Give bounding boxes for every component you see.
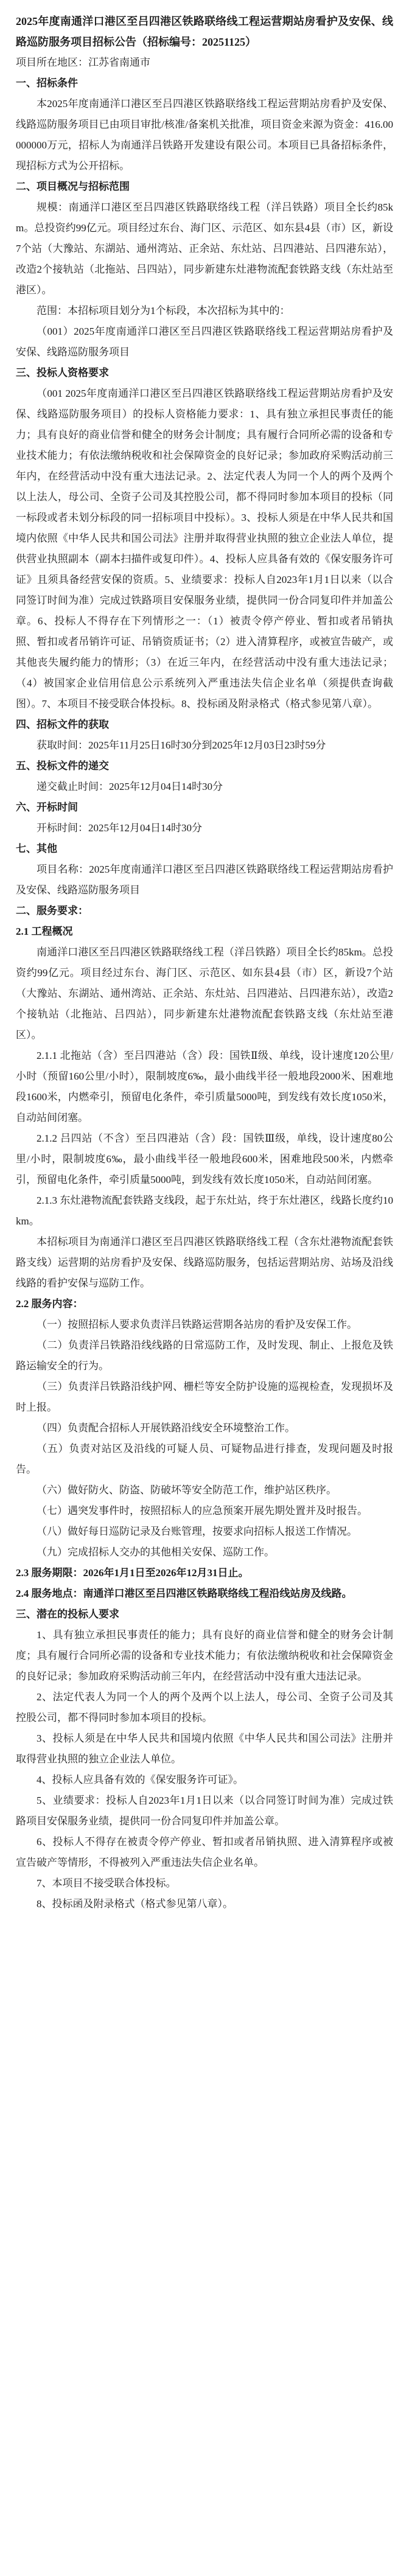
section-heading-qualifications: 三、投标人资格要求 xyxy=(16,367,109,379)
paragraph: 本招标项目为南通洋口港区至吕四港区铁路联络线工程（含东灶港物流配套铁路支线）运营期的站房看护及安保、线路巡防服务，包括运营期站房、站场及沿线线路的看护安保与巡防工作。 xyxy=(16,1236,393,1289)
section-heading-opening: 六、开标时间 xyxy=(16,801,78,813)
list-item: （六）做好防火、防盗、防破坏等安全防范工作，维护站区秩序。 xyxy=(37,1484,337,1496)
paragraph: 2.1.2 吕四站（不含）至吕四港站（含）段：国铁Ⅲ级，单线，设计速度80公里/小时，限制坡度6‰，最小曲线半径一般地段600米，困难地段500米，内燃牵引，预留电化条件，牵引质量5000吨，到发线有效长度1050米，自动站间闭塞。 xyxy=(16,1133,393,1185)
list-item: 3、投标人须是在中华人民共和国境内依照《中华人民共和国公司法》注册并取得营业执照的独立企业法人单位。 xyxy=(16,1733,393,1765)
announcement-title: 2025年度南通洋口港区至吕四港区铁路联络线工程运营期站房看护及安保、线路巡防服务项目招标公告（招标编号：20251125） xyxy=(16,15,393,48)
list-item: （四）负责配合招标人开展铁路沿线安全环境整治工作。 xyxy=(37,1422,295,1434)
list-item: 8、投标函及附录格式（格式参见第八章）。 xyxy=(37,1898,233,1910)
paragraph: 本2025年度南通洋口港区至吕四港区铁路联络线工程运营期站房看护及安保、线路巡防服务项目已由项目审批/核准/备案机关批准，项目资金来源为资金：416.00000000万元，招标人为南通洋吕铁路开发建设有限公司。本项目已具备招标条件，现招标方式为公开招标。 xyxy=(16,98,393,172)
list-item: （八）做好每日巡防记录及台账管理，按要求向招标人报送工作情况。 xyxy=(37,1526,357,1537)
list-item: 6、投标人不得存在被责令停产停业、暂扣或者吊销执照、进入清算程序或被宣告破产等情形，不得被列入严重违法失信企业名单。 xyxy=(16,1836,393,1868)
opening-time: 开标时间：2025年12月04日14时30分 xyxy=(37,822,202,834)
section-heading-overview: 二、项目概况与招标范围 xyxy=(16,181,130,192)
paragraph: 项目名称：2025年度南通洋口港区至吕四港区铁路联络线工程运营期站房看护及安保、线路巡防服务项目 xyxy=(16,864,393,896)
section-heading-document-acquisition: 四、招标文件的获取 xyxy=(16,719,109,730)
list-item: （二）负责洋吕铁路沿线线路的日常巡防工作，及时发现、制止、上报危及铁路运输安全的行为。 xyxy=(16,1339,393,1372)
list-item: （一）按照招标人要求负责洋吕铁路运营期各站房的看护及安保工作。 xyxy=(37,1319,357,1330)
list-item: 7、本项目不接受联合体投标。 xyxy=(37,1877,177,1889)
section-heading-other: 七、其他 xyxy=(16,843,57,854)
project-region: 项目所在地区：江苏省南通市 xyxy=(16,57,150,68)
subheading: 2.1 工程概况 xyxy=(16,926,73,937)
list-item: 5、业绩要求：投标人自2023年1月1日以来（以合同签订时间为准）完成过铁路项目安保服务业绩，提供同一份合同复印件并加盖公章。 xyxy=(16,1795,393,1827)
section-heading-conditions: 一、招标条件 xyxy=(16,77,78,89)
list-item: （三）负责洋吕铁路沿线护网、栅栏等安全防护设施的巡视检查，发现损坏及时上报。 xyxy=(16,1381,393,1413)
submission-deadline: 递交截止时间：2025年12月04日14时30分 xyxy=(37,781,223,792)
paragraph: （001 2025年度南通洋口港区至吕四港区铁路联络线工程运营期站房看护及安保、线路巡防服务项目）的投标人资格能力要求：1、具有独立承担民事责任的能力；具有良好的商业信誉和健全的财务会计制度；具有履行合同所必需的设备和专业技术能力；有依法缴纳税收和社会保障资金的良好记录；参加政府采购活动前三年内，在经营活动中没有重大违法记录。2、法定代表人为同一个人的两个及两个以上法人，母公司、全资子公司及其控股公司，都不得同时参加本项目的投标（同一标段或者未划分标段的同一招标项目中投标）。3、投标人须是在中华人民共和国境内依照《中华人民共和国公司法》注册并取得营业执照的独立企业法人单位，提供营业执照副本（副本扫描件或复印件）。4、投标人应具备有效的《保安服务许可证》且须具备经营安保的资质。5、业绩要求：投标人自2023年1月1日以来（以合同签订时间为准）完成过铁路项目安保服务业绩，提供同一份合同复印件并加盖公章。6、投标人不得存在下列情形之一：（1）被责令停产停业、暂扣或者吊销执照、暂扣或者吊销许可证、吊销资质证书；（2）进入清算程序，或被宣告破产，或其他丧失履约能力的情形；（3）在近三年内，在经营活动中没有重大违法记录；（4）被国家企业信用信息公示系统列入严重违法失信企业名单（须提供查询截图）。7、本项目不接受联合体投标。8、投标函及附录格式（格式参见第八章）。 xyxy=(16,388,393,710)
paragraph: 2.1.3 东灶港物流配套铁路支线段，起于东灶站，终于东灶港区，线路长度约10km。 xyxy=(16,1195,393,1227)
service-location: 2.4 服务地点：南通洋口港区至吕四港区铁路联络线工程沿线站房及线路。 xyxy=(16,1588,352,1599)
subheading: 三、潜在的投标人要求 xyxy=(16,1608,119,1620)
paragraph: 2.1.1 北拖站（含）至吕四港站（含）段：国铁Ⅱ级、单线，设计速度120公里/小时（预留160公里/小时），限制坡度6‰，最小曲线半径一般地段2000米、困难地段1600米，内燃牵引，预留电化条件，牵引质量5000吨，到发线有效长度1050米，自动站间闭塞。 xyxy=(16,1050,393,1123)
paragraph: 南通洋口港区至吕四港区铁路联络线工程（洋吕铁路）项目全长约85km。总投资约99亿元。项目经过东台、海门区、示范区、如东县4县（市）区，新设7个站（大豫站、东湖站、通州湾站、正余站、东灶站、吕四港站、吕四港东站），改造2个接轨站（北拖站、吕四站），同步新建东灶港物流配套铁路支线（东灶站至港区）。 xyxy=(16,946,393,1041)
list-item: （七）遇突发事件时，按照招标人的应急预案开展先期处置并及时报告。 xyxy=(37,1505,368,1517)
paragraph: 范围：本招标项目划分为1个标段，本次招标为其中的： xyxy=(37,305,290,316)
list-item: 2、法定代表人为同一个人的两个及两个以上法人，母公司、全资子公司及其控股公司，都不得同时参加本项目的投标。 xyxy=(16,1691,393,1723)
subheading: 2.2 服务内容： xyxy=(16,1298,83,1310)
acquisition-time: 获取时间：2025年11月25日16时30分到2025年12月03日23时59分 xyxy=(37,739,326,751)
service-period: 2.3 服务期限：2026年1月1日至2026年12月31日止。 xyxy=(16,1567,249,1579)
paragraph: 规模：南通洋口港区至吕四港区铁路联络线工程（洋吕铁路）项目全长约85km。总投资约99亿元。项目经过东台、海门区、示范区、如东县4县（市）区，新设7个站（大豫站、东湖站、通州湾站、正余站、东灶站、吕四港站、吕四港东站），改造2个接轨站（北拖站、吕四站），同步新建东灶港物流配套铁路支线（东灶站至港区）。 xyxy=(16,201,393,296)
paragraph: （001）2025年度南通洋口港区至吕四港区铁路联络线工程运营期站房看护及安保、线路巡防服务项目 xyxy=(16,326,393,358)
subheading: 二、服务要求： xyxy=(16,905,88,916)
section-heading-submission: 五、投标文件的递交 xyxy=(16,760,109,772)
list-item: （五）负责对站区及沿线的可疑人员、可疑物品进行排查，发现问题及时报告。 xyxy=(16,1443,393,1475)
list-item: 4、投标人应具备有效的《保安服务许可证》。 xyxy=(37,1774,243,1785)
list-item: （九）完成招标人交办的其他相关安保、巡防工作。 xyxy=(37,1546,274,1558)
list-item: 1、具有独立承担民事责任的能力；具有良好的商业信誉和健全的财务会计制度；具有履行合同所必需的设备和专业技术能力；有依法缴纳税收和社会保障资金的良好记录；参加政府采购活动前三年内，在经营活动中没有重大违法记录。 xyxy=(16,1629,393,1682)
